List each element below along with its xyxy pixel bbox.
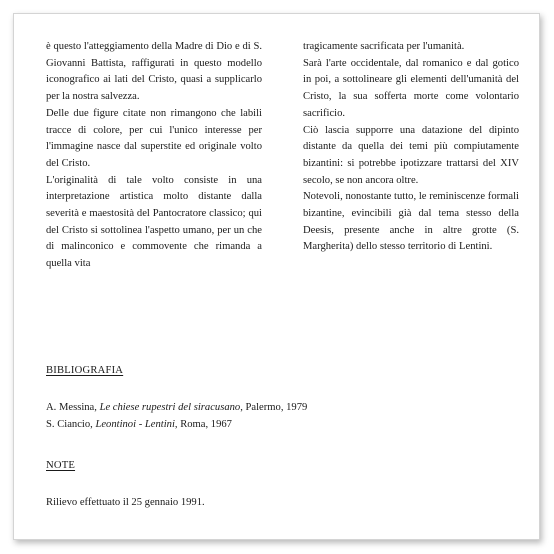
paragraph: Sarà l'arte occidentale, dal romanico e dal gotico in poi, a sottolineare gli elementi dell'umanità del Cristo, la sua sofferta morte come volontario sacrificio. bbox=[303, 57, 519, 119]
bibliography-author: A. Messina, bbox=[46, 402, 100, 413]
bibliography-heading: BIBLIOGRAFIA bbox=[46, 365, 124, 376]
paragraph: è questo l'atteggiamento della Madre di Dio e di S. Giovanni Battista, raffigurati in questo modello iconografico ai lati del Cristo, quasi a supplicarlo per la nostra salvezza. bbox=[46, 41, 262, 103]
paragraph: tragicamente sacrificata per l'umanità. bbox=[303, 41, 465, 52]
bibliography-entry bbox=[46, 400, 516, 417]
bibliography-entry bbox=[46, 417, 516, 434]
paragraph: L'originalità di tale volto consiste in una interpretazione artistica molto distante dalla severità e maestosità del Pantocratore classico; qui del Cristo si sottolinea l'aspetto umano, per un che di malinconico e commovente che rimanda a quella vita bbox=[46, 174, 262, 270]
bibliography-list bbox=[46, 400, 516, 433]
paragraph: Delle due figure citate non rimangono che labili tracce di colore, per cui l'unico interesse per l'immagine nasce dal superstite ed originale volto del Cristo. bbox=[46, 107, 262, 169]
text-column-left bbox=[46, 39, 262, 273]
paragraph: Ciò lascia supporre una datazione del dipinto distante da quella dei temi più compiutamente bizantini: si potrebbe ipotizzare trattarsi del XIV secolo, se non ancora oltre. bbox=[303, 124, 519, 186]
bibliography-author: S. Ciancio, bbox=[46, 418, 96, 430]
paragraph: Notevoli, nonostante tutto, le reminiscenze formali bizantine, evincibili già dal tema stesso della Deesis, presente anche in altre grotte (S. Margherita) dello stesso territorio di Lentini. bbox=[303, 191, 519, 253]
document-page bbox=[13, 13, 540, 540]
notes-heading: NOTE bbox=[46, 460, 76, 471]
notes-text: Rilievo effettuato il 25 gennaio 1991. bbox=[46, 497, 205, 508]
bibliography-work: Leontinoi - Lentini bbox=[95, 418, 175, 430]
bibliography-details: , Roma, 1967 bbox=[174, 418, 232, 430]
text-column-right bbox=[303, 39, 519, 256]
bibliography-work: Le chiese rupestri del siracusano bbox=[99, 402, 241, 413]
bibliography-details: , Palermo, 1979 bbox=[240, 402, 308, 413]
